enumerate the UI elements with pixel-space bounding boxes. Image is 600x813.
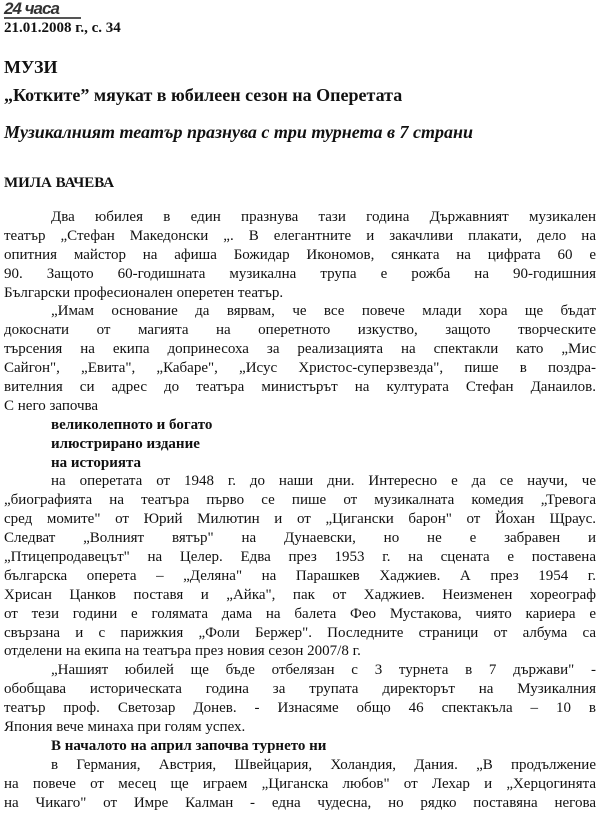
text-line: „Имам основание да вярвам, че все повече млади хора ще бъдат bbox=[51, 303, 596, 320]
text-line: на оперетата от 1948 г. до наши дни. Интересно е да се научи, че bbox=[51, 473, 596, 490]
text-line: 90. Защото 60-годишната музикална трупа е рожба на 90-годишния bbox=[4, 265, 596, 282]
article-body bbox=[4, 208, 596, 813]
text-line: обобщава историческата година за трупата директорът на Музикалния bbox=[4, 681, 596, 698]
text-line: вителния си адрес до театъра министърът на културата Стефан Данаилов. bbox=[4, 379, 596, 396]
text-line: сред момите" от Юрий Милютин и от „Цигански барон" от Йохан Щраус. bbox=[4, 511, 596, 528]
text-line: свързана и с парижкия „Фоли Бержер". Последните страници от албума са bbox=[4, 624, 596, 641]
text-line: на Чикаго" от Имре Калман - една чудесна, но рядко поставяна негова bbox=[4, 794, 596, 811]
text-line: С него започва bbox=[4, 397, 99, 414]
text-line: театър „Стефан Македонски „. В елегантните и закачливи плакати, дело на bbox=[4, 227, 596, 244]
text-line: Хрисан Цанков поставя и „Айка", пак от Хаджиев. Неизменен хореограф bbox=[4, 586, 596, 603]
text-line: докоснати от магията на оперетното изкуство, защото творческите bbox=[4, 322, 596, 339]
text-line: опитния майстор на афиша Божидар Икономов, сянката на цифрата 60 е bbox=[4, 246, 596, 263]
text-line: Сайгон", „Евита", „Кабаре", „Исус Христос-суперзвезда", пише в поздра- bbox=[4, 360, 596, 377]
subheading-line: илюстрирано издание bbox=[51, 435, 200, 452]
article-author: МИЛА ВАЧЕВА bbox=[4, 175, 115, 191]
article-headline: „Котките” мяукат в юбилеен сезон на Оперетата bbox=[4, 85, 403, 105]
text-line: „Птицепродавецът" на Целер. Едва през 1953 г. на сцената е поставена bbox=[4, 549, 596, 566]
newspaper-logo: 24 часа bbox=[4, 0, 81, 19]
text-line: „Нашият юбилей ще бъде отбелязан с 3 турнета в 7 държави" - bbox=[51, 662, 596, 679]
text-line: в Германия, Австрия, Швейцария, Холандия, Дания. „В продължение bbox=[51, 756, 596, 773]
subheading-line: на историята bbox=[51, 454, 142, 471]
date-page: 21.01.2008 г., с. 34 bbox=[4, 20, 121, 36]
article-subheadline: Музикалният театър празнува с три турнета в 7 страни bbox=[4, 122, 474, 142]
text-line: „биографията на театъра първо се пише от музикалната комедия „Тревога bbox=[4, 492, 596, 509]
text-line: театър проф. Светозар Донев. - Изнасяме общо 46 спектакъла – 10 в bbox=[4, 700, 596, 717]
text-line: Япония вече минаха при голям успех. bbox=[4, 719, 246, 736]
text-line: българска оперета – „Деляна" на Парашкев Хаджиев. А през 1954 г. bbox=[4, 567, 596, 584]
text-line: от тези години е голямата дама на балета Фео Мустакова, чиято кариера е bbox=[4, 605, 596, 622]
subheading-line: В началото на април започва турнето ни bbox=[51, 737, 327, 754]
section-rubric: МУЗИ bbox=[4, 57, 58, 77]
text-line: на повече от месец ще играем „Циганска любов" от Лехар и „Херцогинята bbox=[4, 775, 596, 792]
text-line: търсения на екипа допринесоха за реализацията на спектакли като „Мис bbox=[4, 341, 596, 358]
text-line: отделени на екипа на театъра през новия сезон 2007/8 г. bbox=[4, 643, 361, 660]
text-line: Български професионален оперетен театър. bbox=[4, 284, 284, 301]
subheading-line: великолепното и богато bbox=[51, 416, 213, 433]
text-line: Два юбилея в един празнува тази година Държавният музикален bbox=[51, 209, 596, 225]
text-line: Следват „Волният вятър" на Дунаевски, но не е забравен и bbox=[4, 530, 596, 547]
